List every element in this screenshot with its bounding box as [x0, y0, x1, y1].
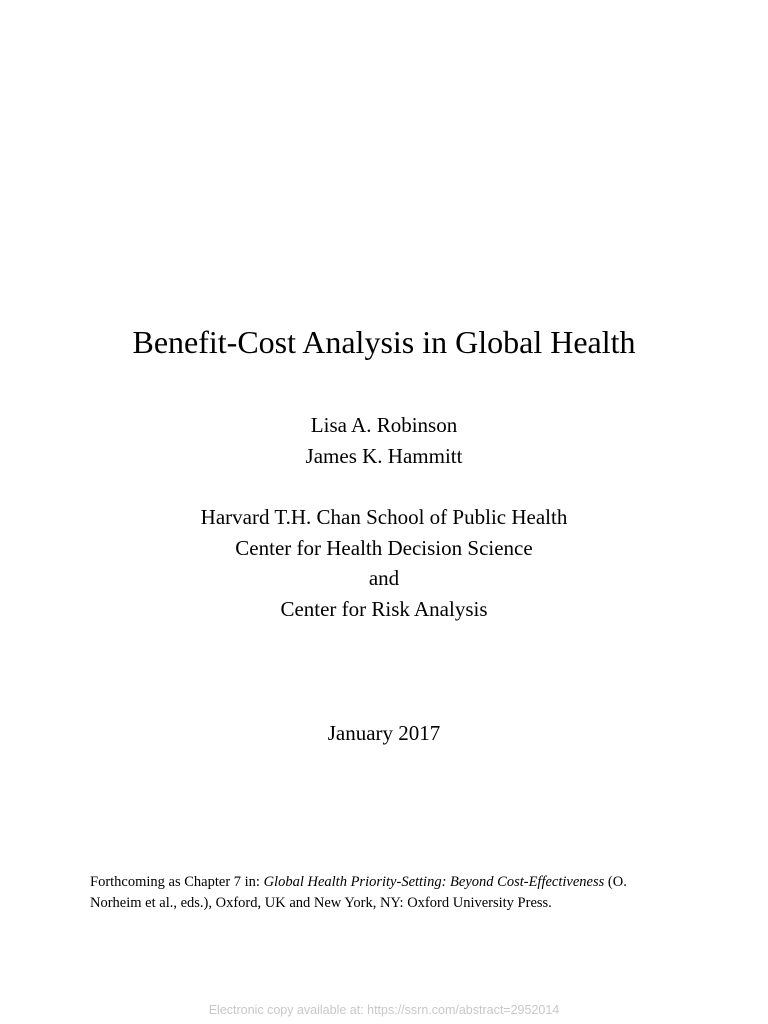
publication-date: January 2017 — [327, 721, 441, 745]
forthcoming-line-1 — [90, 872, 690, 893]
author-name: James K. Hammitt — [305, 443, 463, 468]
affiliation-line: Center for Health Decision Science — [235, 535, 533, 560]
forthcoming-suffix: (O. — [604, 874, 627, 890]
forthcoming-line-2: Norheim et al., eds.), Oxford, UK and New York, NY: Oxford University Press. — [90, 895, 552, 911]
affiliation-line: and — [368, 566, 400, 590]
ssrn-footer-link[interactable]: Electronic copy available at: https://ssrn.com/abstract=2952014 — [208, 1003, 560, 1017]
affiliation-line: Center for Risk Analysis — [280, 596, 488, 621]
affiliation-block — [0, 502, 768, 624]
forthcoming-note — [90, 872, 690, 914]
affiliation-line: Harvard T.H. Chan School of Public Health — [200, 505, 568, 529]
book-title: Global Health Priority-Setting: Beyond Cost-Effectiveness — [263, 874, 605, 890]
paper-title: Benefit-Cost Analysis in Global Health — [132, 324, 636, 360]
author-list — [0, 410, 768, 471]
author-name: Lisa A. Robinson — [310, 413, 458, 437]
forthcoming-prefix: Forthcoming as Chapter 7 in: — [90, 874, 264, 890]
